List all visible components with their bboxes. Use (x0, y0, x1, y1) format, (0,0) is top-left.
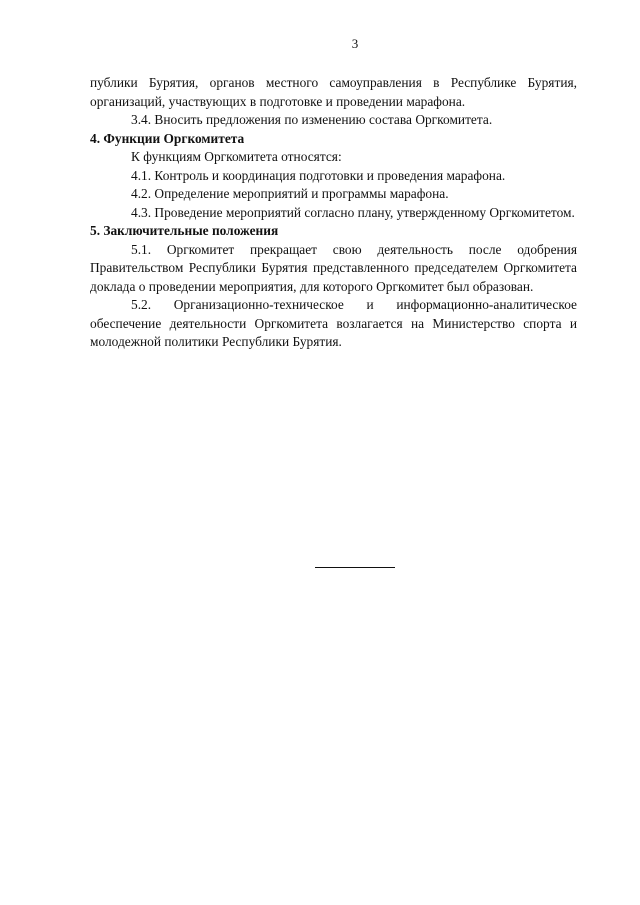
page-number: 3 (351, 36, 359, 51)
item-5-1: 5.1. Оргкомитет прекращает свою деятельность после одобрения Правительством Республики Бурятия представленного председателем Оргкомитета доклада о проведении мероприятия, для которого Оргкомитет был образован. (90, 241, 577, 294)
item-4-3: 4.3. Проведение мероприятий согласно плану, утвержденному Оргкомитетом. (131, 204, 575, 220)
closing-separator-line (315, 567, 395, 568)
item-3-4: 3.4. Вносить предложения по изменению состава Оргкомитета. (131, 112, 493, 127)
item-5-2: 5.2. Организационно-техническое и информационно-аналитическое обеспечение деятельности Оргкомитета возлагается на Министерство спорта и молодежной политики Республики Бурятия. (90, 297, 577, 349)
section-4-lead: К функциям Оргкомитета относятся: (131, 149, 342, 164)
continued-paragraph: публики Бурятия, органов местного самоуправления в Республике Бурятия, организаций, участвующих в подготовке и проведении марафона. (90, 75, 577, 109)
item-4-1: 4.1. Контроль и координация подготовки и проведения марафона. (131, 167, 506, 183)
item-4-2: 4.2. Определение мероприятий и программы марафона. (131, 186, 449, 201)
document-body (90, 74, 577, 352)
section-4-heading: 4. Функции Оргкомитета (90, 130, 245, 146)
section-5-heading: 5. Заключительные положения (90, 223, 279, 238)
